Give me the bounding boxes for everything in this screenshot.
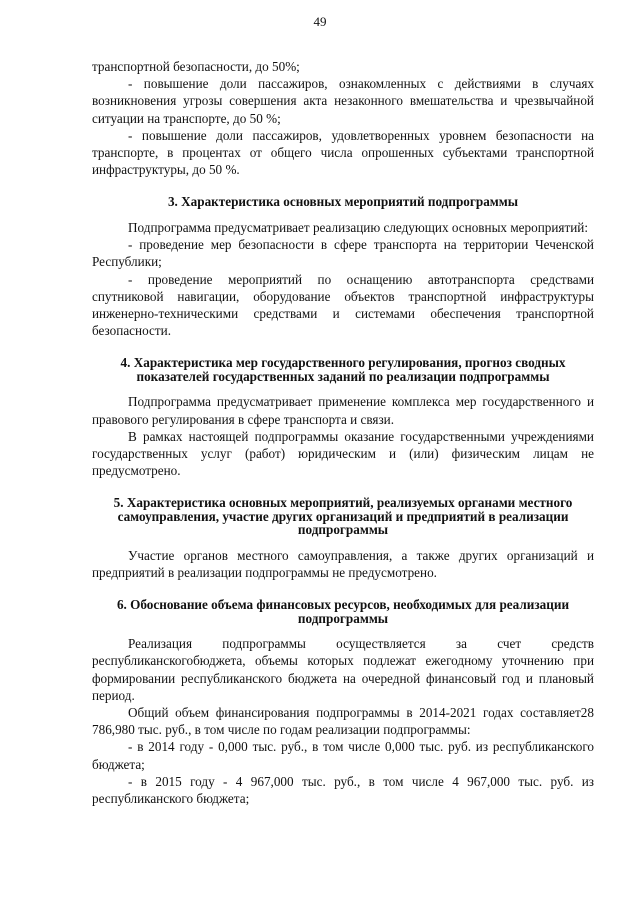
bullet-item: - в 2014 году - 0,000 тыс. руб., в том числе 0,000 тыс. руб. из республиканского бюджета; (92, 739, 594, 772)
paragraph: В рамках настоящей подпрограммы оказание государственными учреждениями государственных услуг (работ) юридическим и (или) физическим лицам не предусмотрено. (92, 428, 594, 479)
bullet-item: - повышение доли пассажиров, удовлетворенных уровнем безопасности на транспорте, в процентах от общего числа опрошенных субъектами транспортной инфраструктуры, до 50 %. (92, 127, 594, 178)
page-content (92, 58, 594, 807)
bullet-item: - в 2015 году - 4 967,000 тыс. руб., в том числе 4 967,000 тыс. руб. из республиканского бюджета; (92, 773, 594, 807)
section-heading-4: 4. Характеристика мер государственного регулирования, прогноз сводных показателей государственных заданий по реализации подпрограммы (120, 355, 566, 384)
paragraph: Реализация подпрограммы осуществляется за счет средств республиканскогобюджета, объемы которых подлежат ежегодному уточнению при формировании республиканского бюджета на очередной финансовый год и плановый период. (92, 636, 594, 703)
section-heading-6: 6. Обоснование объема финансовых ресурсов, необходимых для реализации подпрограммы (116, 597, 570, 626)
paragraph: транспортной безопасности, до 50%; (92, 59, 300, 74)
section-heading-5: 5. Характеристика основных мероприятий, реализуемых органами местного самоуправления, участие других организаций и предприятий в реализации подпрограммы (113, 495, 573, 538)
section-heading-3: 3. Характеристика основных мероприятий подпрограммы (167, 194, 519, 210)
bullet-item: - проведение мероприятий по оснащению автотранспорта средствами спутниковой навигации, оборудование объектов транспортной инфраструктуры инженерно-техническими средствами и системами обеспечения транспортной безопасности. (92, 271, 594, 339)
bullet-item: - повышение доли пассажиров, ознакомленных с действиями в случаях возникновения угрозы совершения акта незаконного вмешательства и чрезвычайной ситуации на транспорте, до 50 %; (92, 76, 594, 126)
paragraph: Подпрограмма предусматривает реализацию следующих основных мероприятий: (128, 219, 589, 235)
page-number: 49 (313, 14, 327, 29)
paragraph: Подпрограмма предусматривает применение комплекса мер государственного и правового регулирования в сфере транспорта и связи. (92, 394, 594, 427)
paragraph: Общий объем финансирования подпрограммы в 2014-2021 годах составляет28 786,980 тыс. руб., в том числе по годам реализации подпрограммы: (92, 705, 594, 738)
bullet-item: - проведение мер безопасности в сфере транспорта на территории Чеченской Республики; (92, 237, 594, 270)
paragraph: Участие органов местного самоуправления, а также других организаций и предприятий в реализации подпрограммы не предусмотрено. (92, 547, 594, 581)
